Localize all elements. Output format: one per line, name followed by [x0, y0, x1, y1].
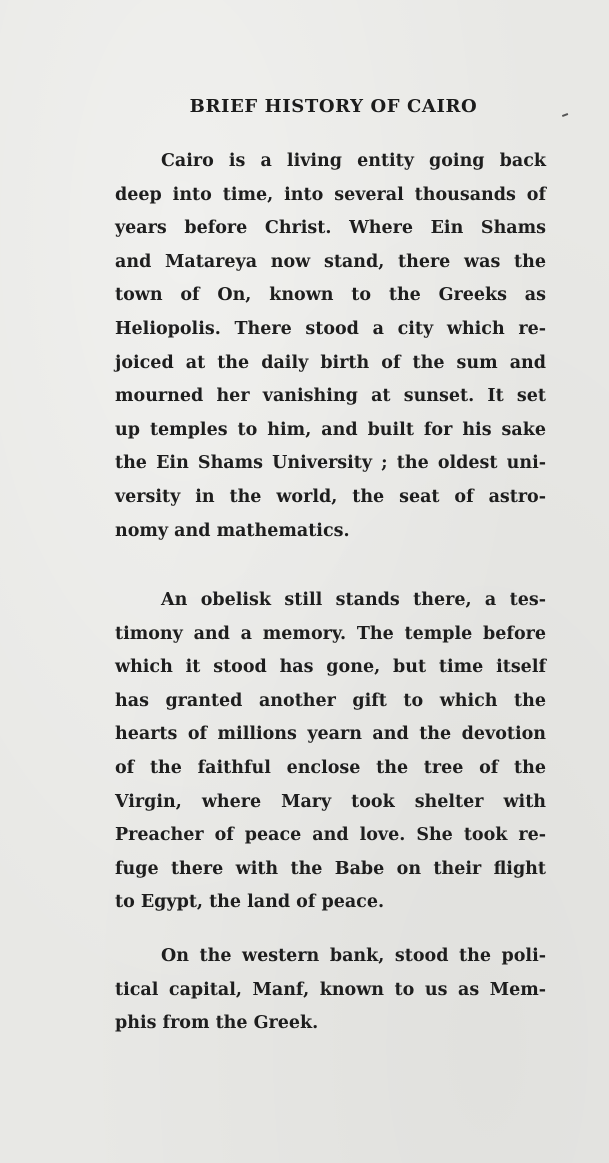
- page-title: BRIEF HISTORY OF CAIRO: [189, 96, 478, 117]
- text-line: joiced at the daily birth of the sum and: [115, 352, 546, 373]
- text-line: mourned her vanishing at sunset. It set: [115, 386, 546, 407]
- text-line: deep into time, into several thousands of: [115, 184, 546, 205]
- text-line: Heliopolis. There stood a city which re-: [115, 318, 546, 339]
- text-line: nomy and mathematics.: [115, 520, 350, 541]
- text-line: years before Christ. Where Ein Shams: [115, 218, 546, 239]
- paragraph-obelisk: [115, 584, 546, 920]
- text-line: the Ein Shams University ; the oldest uni-: [115, 453, 546, 474]
- text-line: Preacher of peace and love. She took re-: [115, 825, 546, 846]
- text-line: versity in the world, the seat of astro-: [115, 486, 546, 507]
- text-line: to Egypt, the land of peace.: [115, 892, 385, 913]
- text-line: phis from the Greek.: [115, 1013, 319, 1034]
- text-line: which it stood has gone, but time itself: [115, 657, 546, 678]
- text-line: up temples to him, and built for his sake: [115, 419, 546, 440]
- text-line: An obelisk still stands there, a tes-: [161, 590, 546, 610]
- text-line: On the western bank, stood the poli-: [161, 946, 546, 966]
- text-line: Virgin, where Mary took shelter with: [115, 791, 546, 812]
- text-line: has granted another gift to which the: [115, 690, 546, 711]
- text-line: hearts of millions yearn and the devotion: [115, 724, 546, 745]
- text-line: tical capital, Manf, known to us as Mem-: [115, 979, 546, 1000]
- text-line: and Matareya now stand, there was the: [115, 251, 546, 272]
- paragraph-memphis: [115, 940, 546, 1041]
- text-line: Cairo is a living entity going back: [161, 151, 546, 171]
- text-line: town of On, known to the Greeks as: [115, 285, 546, 306]
- text-line: fuge there with the Babe on their flight: [115, 858, 546, 879]
- text-line: timony and a memory. The temple before: [115, 623, 546, 644]
- text-line: of the faithful enclose the tree of the: [115, 757, 546, 778]
- paragraph-cairo-origins: [115, 145, 546, 548]
